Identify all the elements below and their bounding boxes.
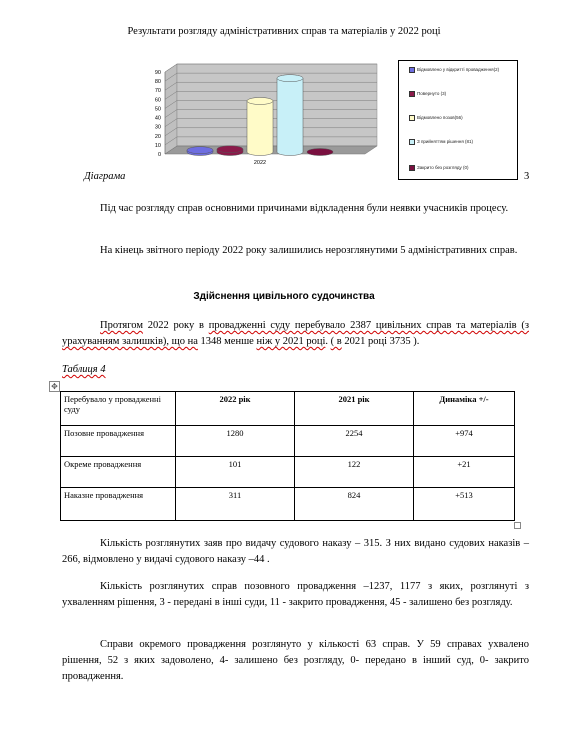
legend-item [409,139,473,145]
table-row [61,488,515,521]
results-chart [145,62,390,170]
chart-bar-top [277,75,303,82]
chart-x-tick-label: 2022 [253,160,267,166]
table-cell: 2254 [295,426,414,457]
chart-y-tick-label: 60 [154,97,161,104]
spell-marked-text: ( в [330,336,342,347]
table-move-handle[interactable]: ✥ [49,381,60,392]
table-cell: Позовне провадження [61,426,176,457]
chart-bar-top [247,97,273,104]
table-cell: +513 [414,488,515,521]
table-header-cell: Перебувало у провадженні суду [61,392,176,426]
chart-y-tick-label: 70 [154,88,161,95]
table-row [61,457,515,488]
chart-y-tick-label: 90 [154,70,161,76]
spell-marked-text: ніж у 2021 році [256,336,326,347]
diagram-number: 3 [524,171,530,182]
table-header-row [61,392,515,426]
chart-y-tick-label: 80 [154,79,161,86]
legend-swatch [409,115,415,121]
legend-label: З прийняттям рішення (81) [417,139,474,145]
chart-y-tick-label: 20 [154,133,161,140]
legend-item [409,165,468,171]
legend-swatch [409,165,415,171]
paragraph-pending [62,243,529,259]
chart-y-tick-label: 40 [154,115,161,122]
paragraph-postponement [62,201,529,217]
chart-y-tick-label: 10 [154,142,161,149]
table-cell: 122 [295,457,414,488]
paragraph-text: Під час розгляду справ основними причинами відкладення були неявки учасників процесу. [100,203,509,214]
legend-swatch [409,139,415,145]
legend-label: Відмовлено у відкритті провадження(2) [417,67,500,73]
chart-legend [398,60,518,180]
chart-y-tick-label: 30 [154,124,161,131]
table-cell: +21 [414,457,515,488]
table-header-cell: Динаміка +/- [414,392,515,426]
paragraph-claim-proceedings [62,579,529,611]
table-label: Таблиця 4 [62,364,106,375]
section-heading: Здійснення цивільного судочинства [193,291,375,302]
paragraph-text: Кількість розглянутих заяв про видачу судового наказу – 315. З них видано судових наказів –266, відмовлено у видачі судового наказу –44 . [62,538,529,565]
table-header-cell: 2022 рік [176,392,295,426]
chart-side-wall [165,64,177,154]
spell-marked-text: Протягом [100,320,143,331]
table-cell: Окреме провадження [61,457,176,488]
table-resize-handle[interactable] [514,522,521,529]
paragraph-text: . [325,336,331,347]
paragraph-text: 1348 менше [197,336,257,347]
chart-y-tick-label: 0 [157,152,161,158]
legend-swatch [409,91,415,97]
paragraph-special-proceedings [62,637,529,685]
chart-bar-top [307,149,333,156]
table-cell: Наказне провадження [61,488,176,521]
legend-label: Повернуто (3) [417,91,447,97]
paragraph-text: 2021 році 3735 ). [341,336,420,347]
table-cell: 311 [176,488,295,521]
paragraph-text: На кінець звітного періоду 2022 року залишились нерозглянутими 5 адміністративних справ. [100,245,518,256]
table-cell: 101 [176,457,295,488]
table-cell: +974 [414,426,515,457]
paragraph-text: 2022 року в [142,320,209,331]
legend-label: Закрито без розгляду (0) [417,165,469,171]
paragraph-text: Кількість розглянутих справ позовного провадження –1237, 1177 з яких, розглянуті з ухваленням рішення, 3 - передані в інші суди, 11 - закрито провадження, 45 - залишено без розгляду. [62,581,529,608]
paragraph-court-orders [62,536,529,568]
table-header-cell: 2021 рік [295,392,414,426]
chart-y-tick-label: 50 [154,106,161,113]
paragraph-civil-cases [62,318,529,350]
table-row [61,426,515,457]
chart-bar [247,101,273,156]
table-cell: 824 [295,488,414,521]
spell-marked-text: провадженні суду перебувало 2387 цивільних справ та матеріалів (з урахуванням залишків), що на [62,320,529,347]
diagram-label: Діаграма [84,171,126,182]
page-title: Результати розгляду адміністративних справ та матеріалів у 2022 році [127,26,441,37]
table-cell: 1280 [176,426,295,457]
legend-item [409,91,446,97]
data-table [60,391,515,521]
legend-swatch [409,67,415,73]
paragraph-text: Справи окремого провадження розглянуто у кількості 63 справ. У 59 справах ухвалено рішення, 52 з яких задоволено, 4- залишено без розгляду, 0- передано в інший суд, 0- закрито провадження. [62,639,529,682]
chart-bar [277,78,303,155]
legend-item [409,67,499,73]
legend-label: Відмовлено позов(56) [417,115,463,121]
legend-item [409,115,463,121]
chart-bar-top [217,146,243,153]
chart-bar-top [187,147,213,154]
